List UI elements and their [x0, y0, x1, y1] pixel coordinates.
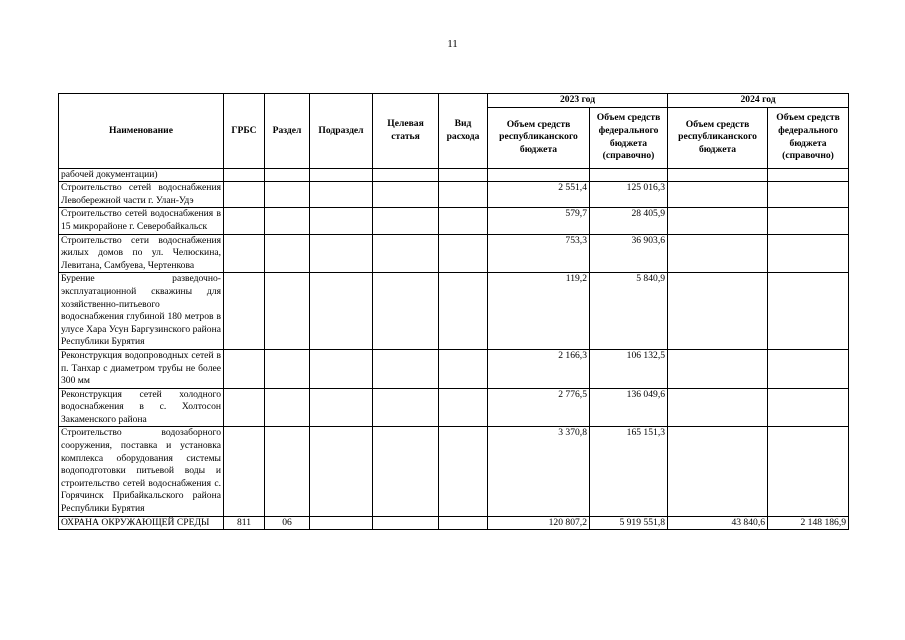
header-target-article: Целевая статья [373, 94, 439, 169]
header-section: Раздел [265, 94, 310, 169]
cell-fed-budget-2023: 5 840,9 [590, 273, 668, 350]
cell-grbs [224, 349, 265, 388]
cell-target-article [373, 349, 439, 388]
table-row [59, 349, 849, 388]
cell-grbs [224, 388, 265, 427]
cell-expense-type [439, 208, 488, 234]
cell-rep-budget-2024: 43 840,6 [668, 516, 768, 530]
cell-expense-type [439, 234, 488, 273]
cell-name: Бурение разведочно-эксплуатационной скважины для хозяйственно-питьевого водоснабжения глубиной 180 метров в улусе Хара Усун Баргузинского района Республики Бурятия [59, 273, 224, 350]
cell-section [265, 208, 310, 234]
cell-fed-budget-2024 [768, 427, 849, 516]
cell-rep-budget-2023: 120 807,2 [488, 516, 590, 530]
cell-grbs [224, 208, 265, 234]
cell-fed-budget-2024: 2 148 186,9 [768, 516, 849, 530]
cell-expense-type [439, 349, 488, 388]
cell-section [265, 273, 310, 350]
table-row [59, 182, 849, 208]
cell-grbs: 811 [224, 516, 265, 530]
table-row [59, 273, 849, 350]
header-year-2024: 2024 год [668, 94, 849, 108]
cell-subsection [310, 516, 373, 530]
cell-subsection [310, 349, 373, 388]
cell-subsection [310, 182, 373, 208]
cell-expense-type [439, 427, 488, 516]
header-year-2023: 2023 год [488, 94, 668, 108]
cell-fed-budget-2023: 136 049,6 [590, 388, 668, 427]
cell-subsection [310, 388, 373, 427]
cell-target-article [373, 273, 439, 350]
cell-subsection [310, 427, 373, 516]
cell-rep-budget-2024 [668, 208, 768, 234]
cell-target-article [373, 182, 439, 208]
cell-section [265, 388, 310, 427]
table-row [59, 168, 849, 182]
cell-subsection [310, 234, 373, 273]
table-row [59, 516, 849, 530]
cell-fed-budget-2024 [768, 349, 849, 388]
table-row [59, 234, 849, 273]
cell-name: Реконструкция водопроводных сетей в п. Танхар с диаметром трубы не более 300 мм [59, 349, 224, 388]
cell-fed-budget-2023: 36 903,6 [590, 234, 668, 273]
cell-rep-budget-2024 [668, 234, 768, 273]
cell-rep-budget-2023: 2 776,5 [488, 388, 590, 427]
cell-fed-budget-2023: 106 132,5 [590, 349, 668, 388]
cell-subsection [310, 273, 373, 350]
cell-rep-budget-2024 [668, 349, 768, 388]
cell-rep-budget-2024 [668, 388, 768, 427]
table-row [59, 388, 849, 427]
cell-rep-budget-2023: 579,7 [488, 208, 590, 234]
page-number: 11 [447, 38, 458, 50]
header-expense-type: Вид расхода [439, 94, 488, 169]
cell-subsection [310, 168, 373, 182]
cell-expense-type [439, 516, 488, 530]
cell-name: Строительство сетей водоснабжения Левобережной части г. Улан-Удэ [59, 182, 224, 208]
cell-grbs [224, 234, 265, 273]
cell-target-article [373, 427, 439, 516]
cell-rep-budget-2024 [668, 273, 768, 350]
cell-rep-budget-2023: 2 551,4 [488, 182, 590, 208]
table-row [59, 427, 849, 516]
cell-name: ОХРАНА ОКРУЖАЮЩЕЙ СРЕДЫ [59, 516, 224, 530]
cell-target-article [373, 168, 439, 182]
cell-name: Реконструкция сетей холодного водоснабжения в с. Холтосон Закаменского района [59, 388, 224, 427]
cell-rep-budget-2024 [668, 182, 768, 208]
cell-grbs [224, 273, 265, 350]
header-fed-budget-2024: Объем средств федерального бюджета (справочно) [768, 107, 849, 168]
cell-subsection [310, 208, 373, 234]
cell-expense-type [439, 168, 488, 182]
budget-table [58, 93, 849, 530]
cell-fed-budget-2024 [768, 168, 849, 182]
cell-section: 06 [265, 516, 310, 530]
cell-name: рабочей документации) [59, 168, 224, 182]
cell-fed-budget-2023 [590, 168, 668, 182]
cell-rep-budget-2023: 119,2 [488, 273, 590, 350]
cell-expense-type [439, 182, 488, 208]
cell-fed-budget-2023: 28 405,9 [590, 208, 668, 234]
cell-fed-budget-2023: 5 919 551,8 [590, 516, 668, 530]
cell-fed-budget-2024 [768, 234, 849, 273]
cell-section [265, 349, 310, 388]
cell-rep-budget-2023 [488, 168, 590, 182]
header-fed-budget-2023: Объем средств федерального бюджета (справочно) [590, 107, 668, 168]
cell-name: Строительство водозаборного сооружения, поставка и установка комплекса оборудования системы водоподготовки питьевой воды и строительство сетей водоснабжения с. Горячинск Прибайкальского района Республики Бурятия [59, 427, 224, 516]
cell-name: Строительство сетей водоснабжения в 15 микрорайоне г. Северобайкальск [59, 208, 224, 234]
cell-rep-budget-2024 [668, 168, 768, 182]
cell-rep-budget-2024 [668, 427, 768, 516]
budget-table-body [59, 168, 849, 530]
cell-fed-budget-2023: 165 151,3 [590, 427, 668, 516]
cell-fed-budget-2024 [768, 273, 849, 350]
cell-fed-budget-2024 [768, 388, 849, 427]
cell-section [265, 234, 310, 273]
cell-section [265, 168, 310, 182]
cell-section [265, 182, 310, 208]
cell-fed-budget-2023: 125 016,3 [590, 182, 668, 208]
cell-target-article [373, 208, 439, 234]
cell-target-article [373, 516, 439, 530]
header-name: Наименование [59, 94, 224, 169]
cell-rep-budget-2023: 3 370,8 [488, 427, 590, 516]
cell-fed-budget-2024 [768, 182, 849, 208]
cell-name: Строительство сети водоснабжения жилых домов по ул. Челюскина, Левитана, Самбуева, Чертенкова [59, 234, 224, 273]
cell-target-article [373, 388, 439, 427]
table-row [59, 208, 849, 234]
cell-fed-budget-2024 [768, 208, 849, 234]
header-subsection: Подраздел [310, 94, 373, 169]
header-rep-budget-2023: Объем средств республиканского бюджета [488, 107, 590, 168]
header-rep-budget-2024: Объем средств республиканского бюджета [668, 107, 768, 168]
cell-expense-type [439, 273, 488, 350]
cell-grbs [224, 182, 265, 208]
cell-section [265, 427, 310, 516]
cell-rep-budget-2023: 2 166,3 [488, 349, 590, 388]
cell-expense-type [439, 388, 488, 427]
cell-grbs [224, 427, 265, 516]
header-grbs: ГРБС [224, 94, 265, 169]
cell-grbs [224, 168, 265, 182]
cell-target-article [373, 234, 439, 273]
cell-rep-budget-2023: 753,3 [488, 234, 590, 273]
